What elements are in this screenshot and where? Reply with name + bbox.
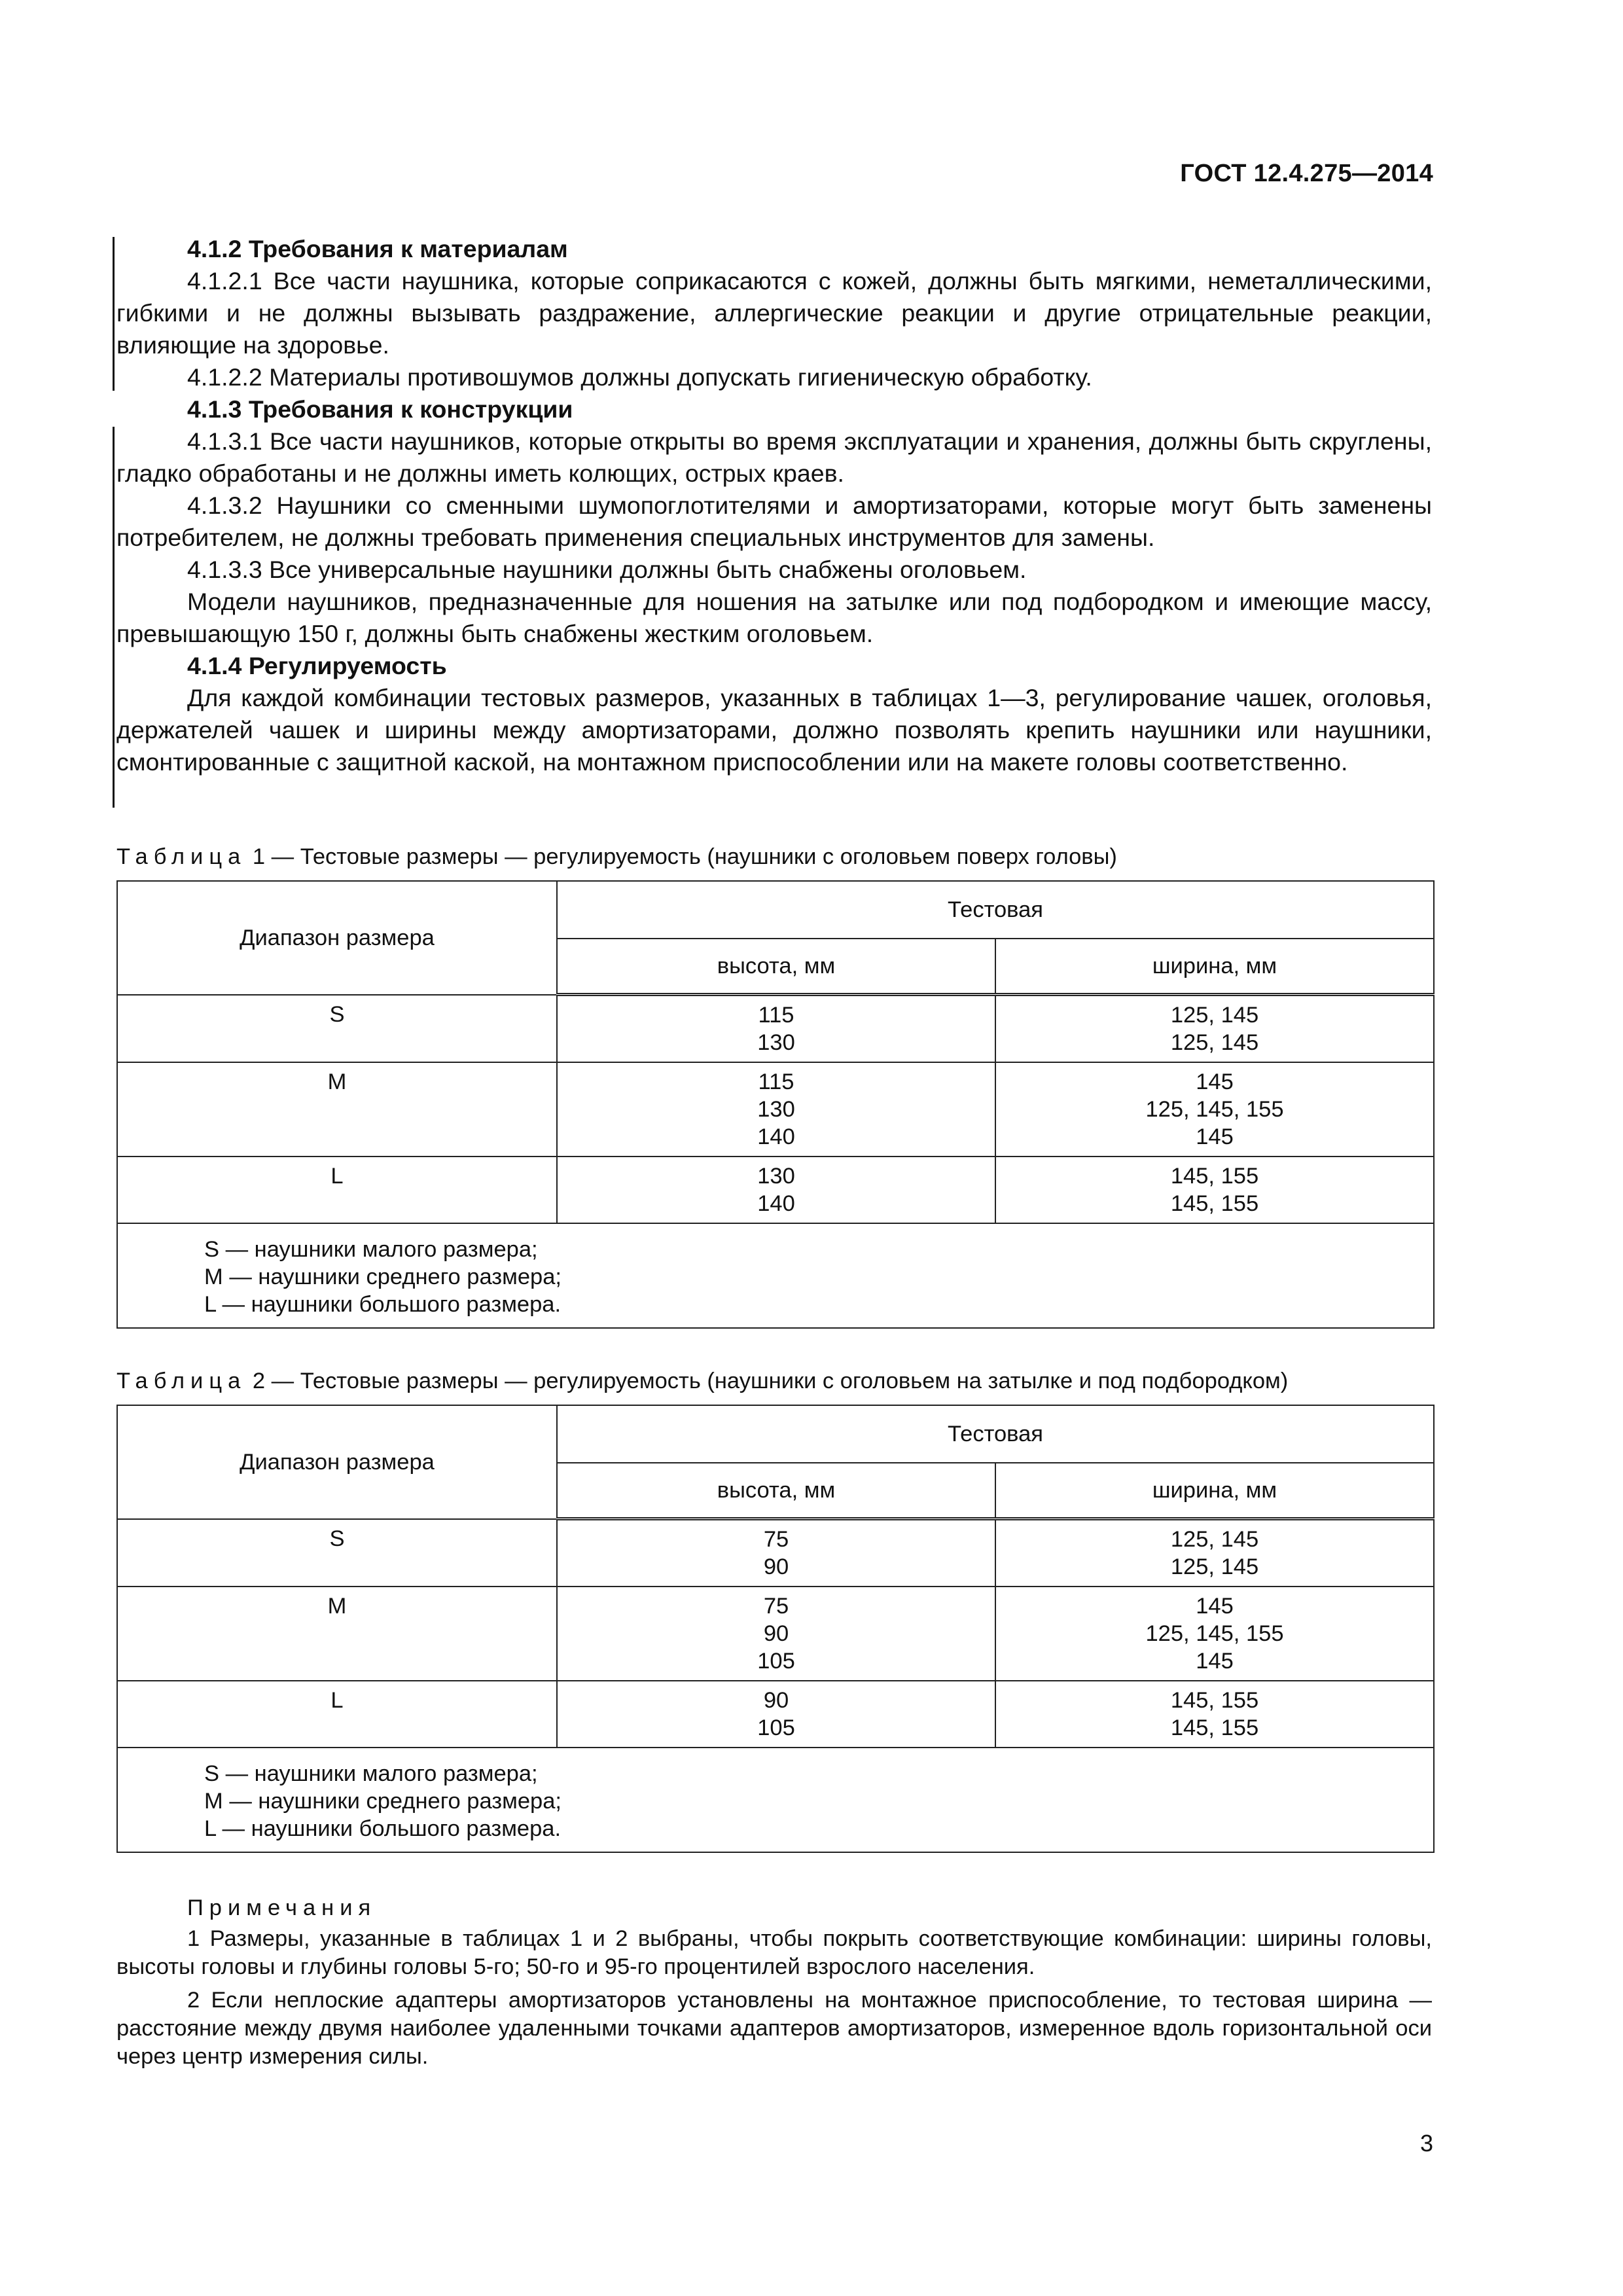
change-bar (113, 427, 115, 808)
table-label: Таблица (116, 1369, 247, 1393)
width-cell: 145, 155 145, 155 (995, 1157, 1434, 1223)
column-header-group: Тестовая (557, 881, 1434, 939)
column-header-range: Диапазон размера (117, 881, 557, 995)
note-item: 1 Размеры, указанные в таблицах 1 и 2 выбраны, чтобы покрыть соответствующие комбинации: ширины головы, высоты головы и глубины головы 5-го; 50-го и 95-го процентилей взрослого населения. (116, 1926, 1432, 1979)
table-row (117, 995, 1434, 1063)
table-title: 2 — Тестовые размеры — регулируемость (наушники с оголовьем на затылке и под подбородком) (246, 1369, 1289, 1393)
height-cell: 75 90 105 (557, 1587, 995, 1681)
section-heading: 4.1.4 Регулируемость (187, 652, 447, 679)
width-cell: 125, 145 125, 145 (995, 1519, 1434, 1587)
range-cell: L (117, 1681, 557, 1748)
column-header-group: Тестовая (557, 1405, 1434, 1463)
range-cell: S (117, 995, 557, 1063)
body-text (116, 233, 1432, 778)
height-cell: 130 140 (557, 1157, 995, 1223)
section-heading: 4.1.2 Требования к материалам (187, 235, 568, 262)
paragraph: 4.1.3.1 Все части наушников, которые открыты во время эксплуатации и хранения, должны быть скруглены, гладко обработаны и не должны иметь колющих, острых краев. (116, 427, 1432, 487)
section-heading: 4.1.3 Требования к конструкции (187, 395, 573, 423)
paragraph: 4.1.2.2 Материалы противошумов должны допускать гигиеническую обработку. (187, 363, 1092, 391)
document-id: ГОСТ 12.4.275—2014 (1180, 160, 1433, 187)
paragraph: 4.1.3.3 Все универсальные наушники должны быть снабжены оголовьем. (187, 556, 1027, 583)
height-cell: 115 130 (557, 995, 995, 1063)
note-item: 2 Если неплоские адаптеры амортизаторов установлены на монтажное приспособление, то тестовая ширина — расстояние между двумя наиболее удаленными точками адаптеров амортизаторов, измеренное вдоль горизонтальной оси через центр измерения силы. (116, 1988, 1432, 2069)
width-cell: 125, 145 125, 145 (995, 995, 1434, 1063)
page-number: 3 (1419, 2130, 1433, 2157)
change-bar (113, 237, 115, 391)
table-row (117, 1519, 1434, 1587)
notes (116, 1894, 1432, 2076)
height-cell: 90 105 (557, 1681, 995, 1748)
column-header-height: высота, мм (557, 939, 995, 995)
table-legend: S — наушники малого размера; M — наушники среднего размера; L — наушники большого размера. (117, 1748, 1434, 1852)
paragraph: Модели наушников, предназначенные для ношения на затылке или под подбородком и имеющие массу, превышающую 150 г, должны быть снабжены жестким оголовьем. (116, 588, 1432, 647)
table-row (117, 1681, 1434, 1748)
range-cell: S (117, 1519, 557, 1587)
width-cell: 145, 155 145, 155 (995, 1681, 1434, 1748)
range-cell: M (117, 1062, 557, 1157)
column-header-height: высота, мм (557, 1463, 995, 1519)
range-cell: L (117, 1157, 557, 1223)
table-2-caption (116, 1368, 1438, 1394)
table-row (117, 1062, 1434, 1157)
range-cell: M (117, 1587, 557, 1681)
table-1 (116, 880, 1435, 1329)
width-cell: 145 125, 145, 155 145 (995, 1062, 1434, 1157)
table-legend: S — наушники малого размера; M — наушники среднего размера; L — наушники большого размера. (117, 1223, 1434, 1328)
table-row (117, 1157, 1434, 1223)
table-row (117, 1587, 1434, 1681)
column-header-width: ширина, мм (995, 939, 1434, 995)
height-cell: 75 90 (557, 1519, 995, 1587)
width-cell: 145 125, 145, 155 145 (995, 1587, 1434, 1681)
column-header-range: Диапазон размера (117, 1405, 557, 1519)
column-header-width: ширина, мм (995, 1463, 1434, 1519)
table-2 (116, 1405, 1435, 1853)
paragraph: Для каждой комбинации тестовых размеров, указанных в таблицах 1—3, регулирование чашек, оголовья, держателей чашек и ширины между амортизаторами, должно позволять крепить наушники или наушники, смонтированные с защитной каской, на монтажном приспособлении или на макете головы соответственно. (116, 684, 1432, 776)
table-label: Таблица (116, 844, 247, 869)
notes-title: Примечания (187, 1895, 377, 1920)
table-1-caption (116, 844, 1438, 870)
paragraph: 4.1.2.1 Все части наушника, которые соприкасаются с кожей, должны быть мягкими, неметаллическими, гибкими и не должны вызывать раздражение, аллергические реакции и другие отрицательные реакции, влияющие на здоровье. (116, 267, 1432, 359)
height-cell: 115 130 140 (557, 1062, 995, 1157)
table-title: 1 — Тестовые размеры — регулируемость (наушники с оголовьем поверх головы) (246, 844, 1117, 869)
paragraph: 4.1.3.2 Наушники со сменными шумопоглотителями и амортизаторами, которые могут быть заменены потребителем, не должны требовать применения специальных инструментов для замены. (116, 492, 1432, 551)
